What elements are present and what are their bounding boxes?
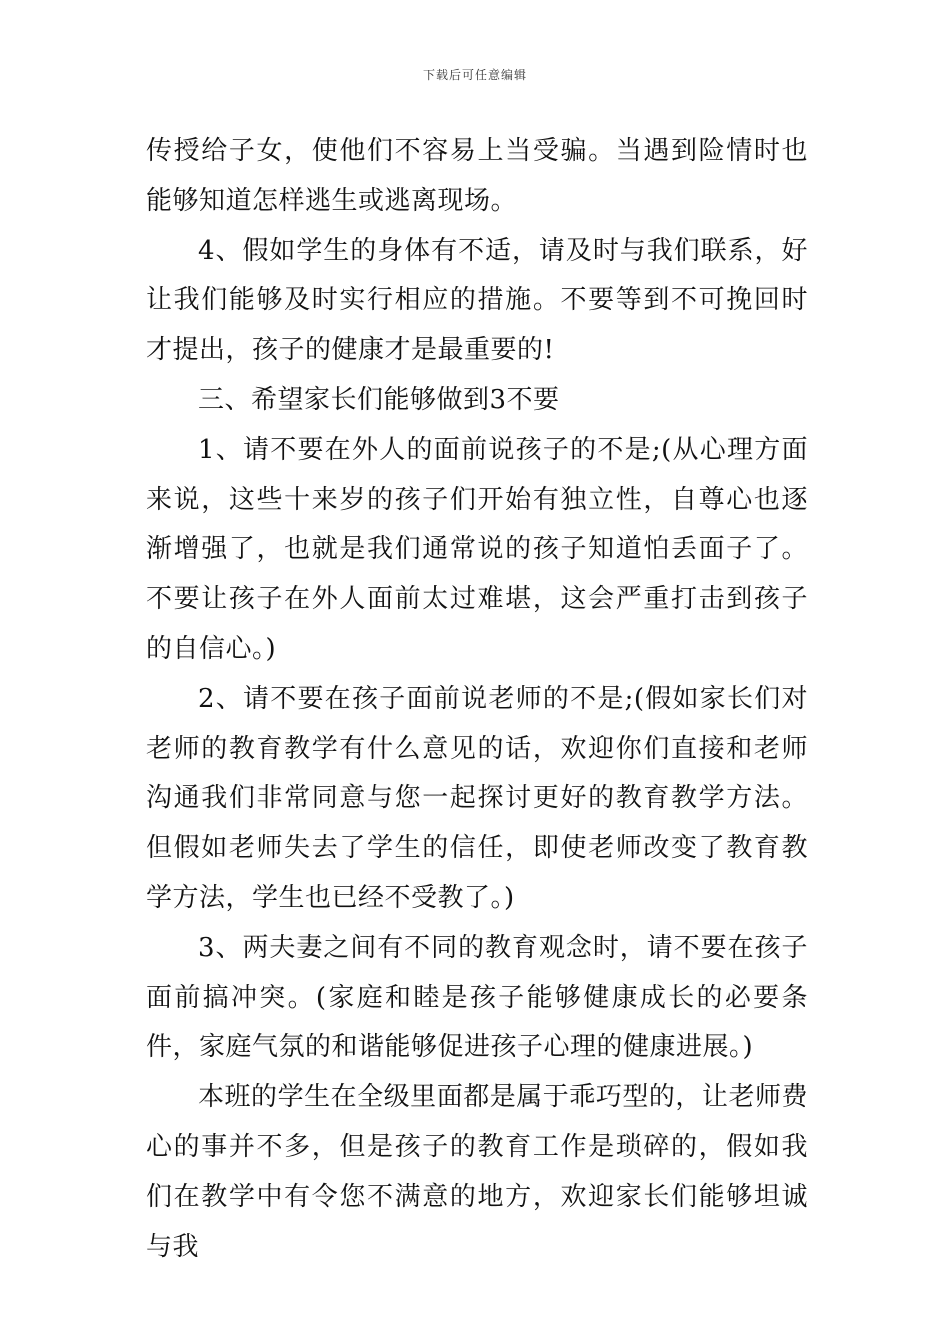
paragraph-dont-3: 3、两夫妻之间有不同的教育观念时，请不要在孩子面前搞冲突。(家庭和睦是孩子能够健康成长的必要条件，家庭气氛的和谐能够促进孩子心理的健康进展。) [146,932,808,1063]
section-heading-3: 三、希望家长们能够做到3不要 [198,384,560,415]
paragraph-item-4: 4、假如学生的身体有不适，请及时与我们联系，好让我们能够及时实行相应的措施。不要等到不可挽回时才提出，孩子的健康才是最重要的! [146,235,808,366]
paragraph-continuation: 传授给子女，使他们不容易上当受骗。当遇到险情时也能够知道怎样逃生或逃离现场。 [146,136,808,216]
paragraph-closing: 本班的学生在全级里面都是属于乖巧型的，让老师费心的事并不多，但是孩子的教育工作是琐碎的，假如我们在教学中有令您不满意的地方，欢迎家长们能够坦诚与我 [146,1082,808,1262]
paragraph-dont-1: 1、请不要在外人的面前说孩子的不是;(从心理方面来说，这些十来岁的孩子们开始有独立性，自尊心也逐渐增强了，也就是我们通常说的孩子知道怕丢面子了。不要让孩子在外人面前太过难堪，这会严重打击到孩子的自信心。) [146,434,808,664]
paragraph-dont-2: 2、请不要在孩子面前说老师的不是;(假如家长们对老师的教育教学有什么意见的话，欢迎你们直接和老师沟通我们非常同意与您一起探讨更好的教育教学方法。但假如老师失去了学生的信任，即使老师改变了教育教学方法，学生也已经不受教了。) [146,683,808,913]
body-text [146,127,808,1272]
header-note: 下载后可任意编辑 [422,68,527,82]
